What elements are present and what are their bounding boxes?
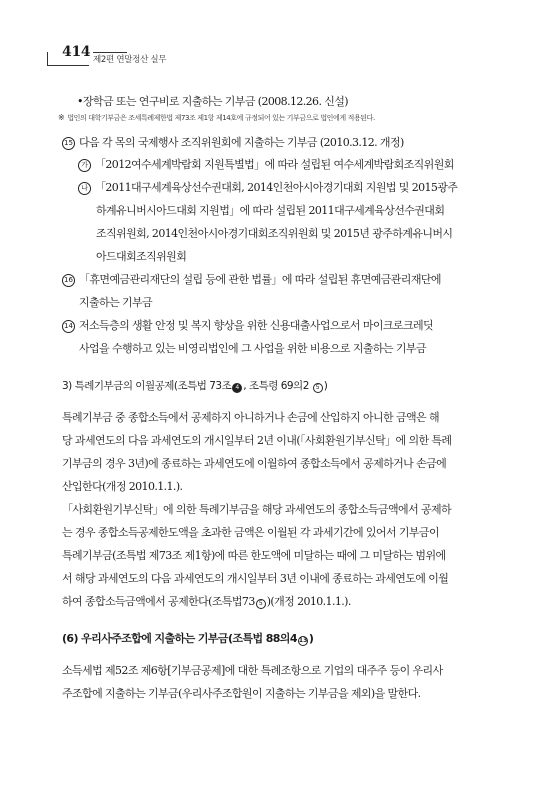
subitem-text: 하계유니버시아드대회 지원법」에 따라 설립된 2011대구세계육상선수권대회	[96, 204, 445, 217]
paragraph-line	[62, 687, 421, 701]
paragraph-text: 기부금의 경우 3년)에 종료하는 과세연도에 이월하여 종합소득에서 공제하거나 손금에	[62, 457, 447, 470]
note-text: 법인의 대학기부금은 조세특례제한법 제73조 제1항 제14호에 규정되어 있는 기부금으로 법인에게 적용된다.	[67, 114, 375, 122]
subitem-text: 아드대회조직위원회	[96, 250, 187, 263]
paragraph-text: 특례기부금 중 종합소득에서 공제하지 아니하거나 손금에 산입하지 아니한 금액은 해	[62, 411, 439, 424]
paragraph-line	[62, 434, 451, 448]
item-text: 저소득층의 생활 안정 및 복지 향상을 위한 신용대출사업으로서 마이크로크레딧	[79, 319, 434, 332]
subitem-na-cont	[96, 250, 186, 264]
item-14-cont	[79, 342, 426, 356]
paragraph-line	[62, 549, 446, 563]
paragraph-text: 소득세법 제52조 제6항[기부금공제]에 대한 특례조항으로 기업의 대주주 등이 우리사	[62, 664, 443, 677]
page-number: 414	[62, 44, 91, 60]
paragraph-line	[62, 503, 451, 517]
item-16-cont	[79, 296, 152, 310]
paragraph-text: 당 과세연도의 다음 과세연도의 개시일부터 2년 이내(「사회환원기부신탁」에 의한 특례	[62, 434, 452, 447]
section-heading-esop	[62, 632, 313, 646]
paragraph-line	[62, 480, 182, 494]
subitem-text: 「2012여수세계박람회 지원특별법」에 따라 설립된 여수세계박람회조직위원회	[95, 158, 454, 171]
paragraph-line	[62, 457, 446, 471]
heading-text: (6) 우리사주조합에 지출하는 기부금(조특법 88의4	[62, 632, 297, 645]
paragraph-text: 산입한다(개정 2010.1.1.).	[62, 480, 183, 493]
paragraph-text: 주조합에 지출하는 기부금(우리사주조합원이 지출하는 기부금을 제외)을 말한다.	[62, 687, 421, 700]
paragraph-text: 는 경우 종합소득공제한도액을 초과한 금액은 이월된 각 과세기간에 있어서 기부금이	[62, 526, 439, 539]
item-text: 사업을 수행하고 있는 비영리법인에 그 사업을 위한 비용으로 지출하는 기부금	[79, 342, 426, 355]
heading-text: , 조특령 69의2	[243, 380, 312, 392]
header-rule-bottom	[47, 65, 89, 66]
circled-number-marker: 5	[256, 599, 266, 609]
circled-number-marker: 4	[232, 383, 242, 393]
item-14	[62, 319, 433, 333]
bullet-text: •장학금 또는 연구비로 지출하는 기부금 (2008.12.26. 신설)	[77, 95, 348, 108]
header-rule-left	[47, 52, 48, 65]
paragraph-line	[62, 411, 439, 425]
heading-text: 3) 특례기부금의 이월공제(조특법 73조	[62, 380, 232, 392]
heading-text: )	[308, 632, 314, 645]
circled-number-marker: 13	[298, 637, 308, 644]
circled-number-marker: 16	[62, 274, 75, 287]
circled-letter-marker: 가	[78, 159, 91, 172]
subitem-text: 조직위원회, 2014인천아시아경기대회조직위원회 및 2015년 광주하계유니버시	[96, 227, 453, 240]
paragraph-text: 「사회환원기부신탁」에 의한 특례기부금을 해당 과세연도의 종합소득금액에서 공제하	[62, 503, 452, 516]
section-heading-carryover	[62, 379, 327, 393]
paragraph-text: )(개정 2010.1.1.).	[266, 595, 351, 608]
note-line	[58, 111, 375, 125]
paragraph-line	[62, 595, 351, 609]
paragraph-line	[62, 572, 448, 586]
item-text: 지출하는 기부금	[79, 296, 153, 309]
bullet-scholarship	[77, 95, 348, 109]
page-header	[47, 44, 507, 66]
item-16	[62, 273, 441, 287]
subitem-text: 「2011대구세계육상선수권대회, 2014인천아시아경기대회 지원법 및 2015광주	[95, 181, 458, 194]
item-text: 「휴면예금관리재단의 설립 등에 관한 법률」에 따라 설립된 휴면예금관리재단에	[79, 273, 441, 286]
circled-letter-marker: 나	[78, 182, 91, 195]
paragraph-line	[62, 526, 439, 540]
note-star-icon: ※	[58, 113, 65, 122]
subitem-ga	[78, 158, 454, 172]
paragraph-text: 서 해당 과세연도의 다음 과세연도의 개시일부터 3년 이내에 종료하는 과세연도에 이월	[62, 572, 449, 585]
subitem-na	[78, 181, 457, 195]
heading-text: )	[323, 380, 328, 392]
paragraph-text: 특례기부금(조특법 제73조 제1항)에 따른 한도액에 미달하는 때에 그 미달하는 범위에	[62, 549, 446, 562]
item-text: 다음 각 목의 국제행사 조직위원회에 지출하는 기부금 (2010.3.12. 개정)	[79, 136, 404, 149]
circled-number-marker: 15	[62, 137, 75, 150]
circled-number-marker: 5	[313, 383, 323, 393]
item-15	[62, 136, 404, 150]
paragraph-text: 하여 종합소득금액에서 공제한다(조특법73	[62, 595, 255, 608]
chapter-title: 제2편 연말정산 실무	[93, 55, 167, 65]
paragraph-line	[62, 664, 443, 678]
subitem-na-cont	[96, 204, 444, 218]
subitem-na-cont	[96, 227, 452, 241]
circled-number-marker: 14	[62, 320, 75, 333]
